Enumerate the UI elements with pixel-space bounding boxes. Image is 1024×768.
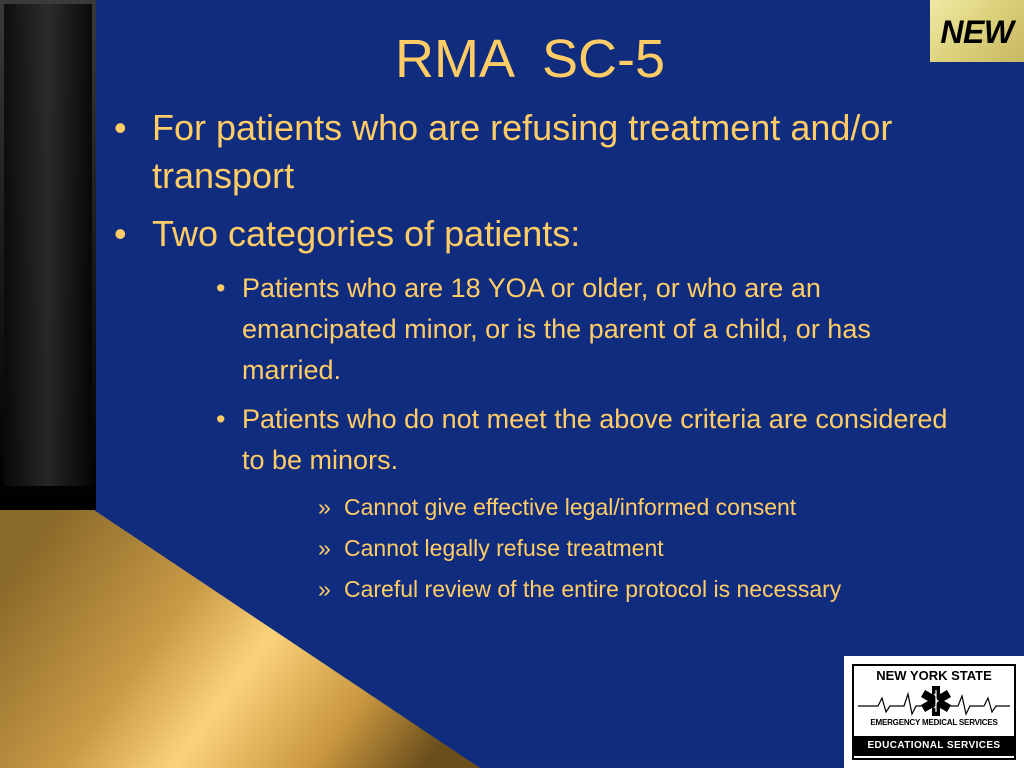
bullet-marker: » (318, 535, 331, 561)
bullet-text: Cannot legally refuse treatment (344, 535, 664, 561)
sub-sub-bullet-item (318, 489, 988, 525)
sub-bullet-item (212, 268, 962, 391)
nys-ems-logo (844, 656, 1024, 768)
logo-top-text: NEW YORK STATE (876, 668, 992, 683)
new-badge (930, 0, 1024, 62)
bullet-text: Careful review of the entire protocol is necessary (344, 576, 842, 602)
logo-bottom-text: EDUCATIONAL SERVICES (854, 736, 1014, 756)
sub-sub-bullet-item (318, 571, 988, 607)
bullet-marker: • (216, 273, 226, 303)
bullet-list (108, 104, 988, 612)
bullet-text: Patients who are 18 YOA or older, or who are an emancipated minor, or is the parent of a child, or has married. (242, 273, 871, 385)
star-of-life-icon (858, 684, 1010, 718)
left-dark-bar-inner (4, 4, 92, 486)
sub-bullet-item (212, 399, 962, 481)
slide-title: RMA SC-5 (394, 29, 666, 89)
sub-sub-bullet-item (318, 530, 988, 566)
bullet-text: For patients who are refusing treatment and/or transport (152, 107, 893, 196)
logo-frame (852, 664, 1016, 760)
bullet-item (108, 104, 988, 200)
bullet-marker: • (216, 404, 226, 434)
bullet-text: Two categories of patients: (152, 213, 581, 254)
logo-middle-text: EMERGENCY MEDICAL SERVICES (870, 718, 998, 727)
bullet-marker: • (114, 213, 127, 254)
bullet-marker: » (318, 576, 331, 602)
bullet-text: Cannot give effective legal/informed consent (344, 494, 797, 520)
bullet-marker: • (114, 107, 127, 148)
bullet-text: Patients who do not meet the above criteria are considered to be minors. (242, 404, 948, 475)
new-badge-label: NEW (940, 14, 1014, 50)
bullet-item (108, 210, 988, 258)
bullet-marker: » (318, 494, 331, 520)
